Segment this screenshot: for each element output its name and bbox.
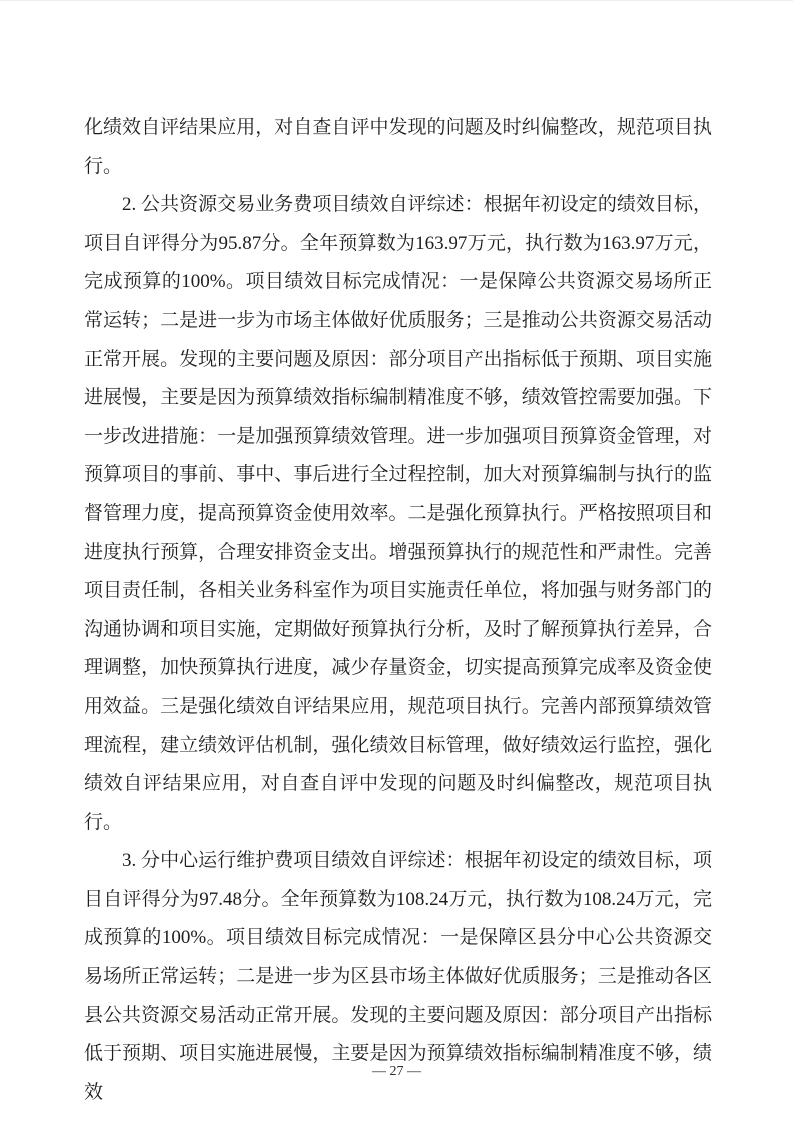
paragraph-item-3-subcenter-maintenance-summary: 3. 分中心运行维护费项目绩效自评综述：根据年初设定的绩效目标，项目自评得分为97.48分。全年预算数为108.24万元，执行数为108.24万元，完成预算的100%。项目绩效目标完成情况：一是保障区县分中心公共资源交易场所正常运转；二是进一步为区县市场主体做好优质服务；三是推动各区县公共资源交易活动正常开展。发现的主要问题及原因：部分项目产出指标低于预期、项目实施进展慢，主要是因为预算绩效指标编制精准度不够，绩效 — [84, 850, 712, 1103]
page-number: — 27 — — [372, 1064, 421, 1079]
paragraph-item-2-business-fee-summary: 2. 公共资源交易业务费项目绩效自评综述：根据年初设定的绩效目标，项目自评得分为95.87分。全年预算数为163.97万元，执行数为163.97万元，完成预算的100%。项目绩效目标完成情况：一是保障公共资源交易场所正常运转；二是进一步为市场主体做好优质服务；三是推动公共资源交易活动正常开展。发现的主要问题及原因：部分项目产出指标低于预期、项目实施进展慢，主要是因为预算绩效指标编制精准度不够，绩效管控需要加强。下一步改进措施：一是加强预算绩效管理。进一步加强项目预算资金管理，对预算项目的事前、事中、事后进行全过程控制，加大对预算编制与执行的监督管理力度，提高预算资金使用效率。二是强化预算执行。严格按照项目和进度执行预算，合理安排资金支出。增强预算执行的规范性和严肃性。完善项目责任制，各相关业务科室作为项目实施责任单位，将加强与财务部门的沟通协调和项目实施，定期做好预算执行分析，及时了解预算执行差异，合理调整，加快预算执行进度，减少存量资金，切实提高预算完成率及资金使用效益。三是强化绩效自评结果应用，规范项目执行。完善内部预算绩效管理流程，建立绩效评估机制，强化绩效目标管理，做好绩效运行监控，强化绩效自评结果应用，对自查自评中发现的问题及时纠偏整改，规范项目执行。 — [84, 194, 712, 833]
document-body — [84, 109, 712, 1112]
paragraph-continuation: 化绩效自评结果应用，对自查自评中发现的问题及时纠偏整改，规范项目执行。 — [84, 117, 712, 177]
